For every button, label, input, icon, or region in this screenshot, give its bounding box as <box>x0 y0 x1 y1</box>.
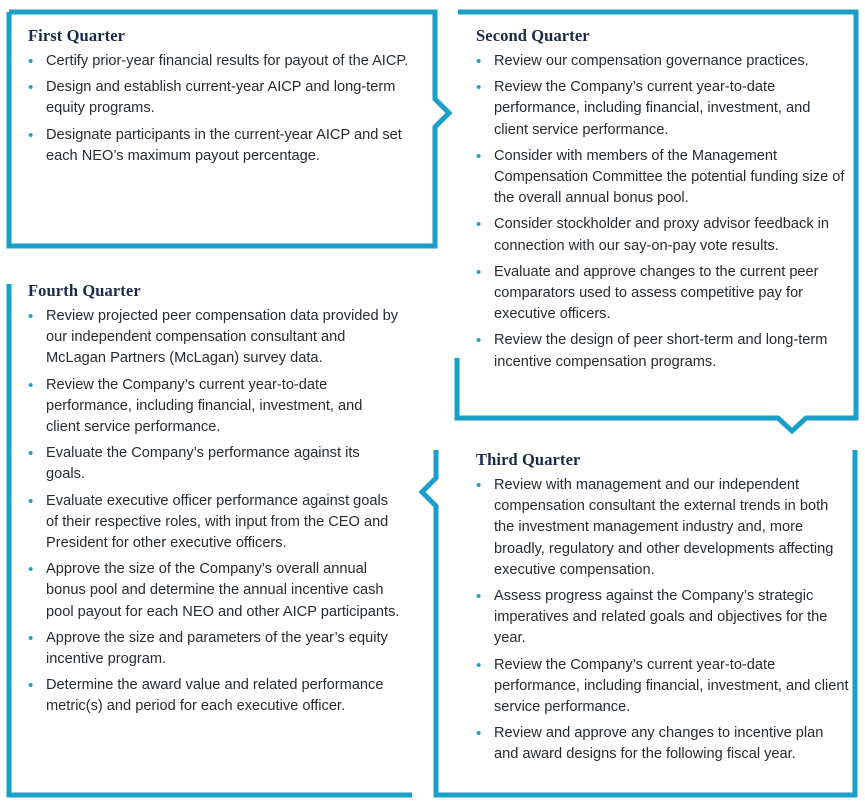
list-item-text: Review the Company’s current year-to-date performance, including financial, investment, and client service performance. <box>46 376 363 436</box>
bullet-icon: • <box>28 126 34 144</box>
list-item-text: Certify prior-year financial results for payout of the AICP. <box>46 53 409 69</box>
list-item <box>476 586 850 650</box>
first-quarter-title: First Quarter <box>28 26 126 45</box>
list-item-text: Consider stockholder and proxy advisor feedback in connection with our say-on-pay vote results. <box>494 216 830 254</box>
list-item <box>28 375 400 439</box>
list-item <box>28 51 413 72</box>
list-item-text: Designate participants in the current-year AICP and set each NEO’s maximum payout percentage. <box>46 126 402 164</box>
list-item <box>28 675 400 717</box>
second-quarter-panel <box>476 26 846 378</box>
list-item <box>28 125 413 167</box>
list-item-text: Review the design of peer short-term and long-term incentive compensation programs. <box>494 332 828 370</box>
fourth-quarter-panel <box>28 281 400 723</box>
bullet-icon: • <box>476 477 482 494</box>
bullet-icon: • <box>28 79 34 97</box>
bullet-icon: • <box>476 332 482 350</box>
list-item <box>28 306 400 370</box>
bullet-icon: • <box>476 588 482 606</box>
bullet-icon: • <box>476 147 482 165</box>
list-item <box>28 628 400 670</box>
list-item <box>476 51 846 72</box>
list-item-text: Review projected peer compensation data provided by our independent compensation consultant and McLagan Partners (McLagan) survey data. <box>46 308 399 367</box>
third-quarter-panel <box>476 450 850 771</box>
first-quarter-panel <box>28 26 413 172</box>
first-quarter-list <box>28 51 413 167</box>
list-item <box>476 655 850 719</box>
bullet-icon: • <box>476 656 482 674</box>
bullet-icon: • <box>28 53 34 70</box>
bullet-icon: • <box>476 725 482 743</box>
list-item-text: Review the Company’s current year-to-date performance, including financial, investment, and client service performance. <box>494 79 811 138</box>
list-item-text: Evaluate executive officer performance against goals of their respective roles, with input from the CEO and President for other executive officers. <box>46 492 389 552</box>
list-item-text: Assess progress against the Company’s strategic imperatives and related goals and objectives for the year. <box>494 588 828 647</box>
second-quarter-title: Second Quarter <box>476 26 590 45</box>
list-item-text: Review the Company’s current year-to-date performance, including financial, investment, and client service performance. <box>494 656 849 716</box>
list-item-text: Approve the size and parameters of the year’s equity incentive program. <box>46 629 388 668</box>
fourth-quarter-title: Fourth Quarter <box>28 281 141 300</box>
list-item <box>476 475 850 581</box>
list-item-text: Evaluate and approve changes to the current peer comparators used to assess competitive pay for executive officers. <box>494 263 819 323</box>
list-item <box>28 77 413 119</box>
bullet-icon: • <box>476 79 482 97</box>
bullet-icon: • <box>476 53 482 70</box>
list-item <box>28 559 400 623</box>
bullet-icon: • <box>28 308 34 325</box>
bullet-icon: • <box>28 445 34 463</box>
bullet-icon: • <box>476 263 482 281</box>
list-item <box>476 330 846 372</box>
list-item-text: Approve the size of the Company’s overall annual bonus pool and determine the annual incentive cash pool payout for each NEO and other AICP participants. <box>46 561 400 620</box>
second-quarter-list <box>476 51 846 373</box>
list-item-text: Determine the award value and related performance metric(s) and period for each executive officer. <box>46 677 384 715</box>
fourth-quarter-list <box>28 306 400 718</box>
list-item <box>476 77 846 141</box>
list-item-text: Review our compensation governance practices. <box>494 53 809 69</box>
third-quarter-list <box>476 475 850 766</box>
bullet-icon: • <box>28 561 34 579</box>
bullet-icon: • <box>28 376 34 394</box>
list-item <box>476 723 850 765</box>
list-item <box>476 262 846 326</box>
third-quarter-title: Third Quarter <box>476 450 581 469</box>
list-item <box>476 146 846 210</box>
list-item-text: Design and establish current-year AICP and long-term equity programs. <box>46 79 396 117</box>
bullet-icon: • <box>28 492 34 510</box>
bullet-icon: • <box>28 629 34 647</box>
list-item <box>28 491 400 555</box>
bullet-icon: • <box>28 677 34 695</box>
list-item-text: Review and approve any changes to incentive plan and award designs for the following fiscal year. <box>494 725 824 763</box>
list-item-text: Evaluate the Company’s performance against its goals. <box>46 445 360 483</box>
list-item <box>28 443 400 485</box>
list-item-text: Consider with members of the Management Compensation Committee the potential funding size of the overall annual bonus pool. <box>494 147 845 207</box>
list-item <box>476 214 846 256</box>
bullet-icon: • <box>476 216 482 234</box>
list-item-text: Review with management and our independent compensation consultant the external trends in both the investment management industry and, more broadly, regulatory and other developments affecting executive compensation. <box>494 477 834 578</box>
